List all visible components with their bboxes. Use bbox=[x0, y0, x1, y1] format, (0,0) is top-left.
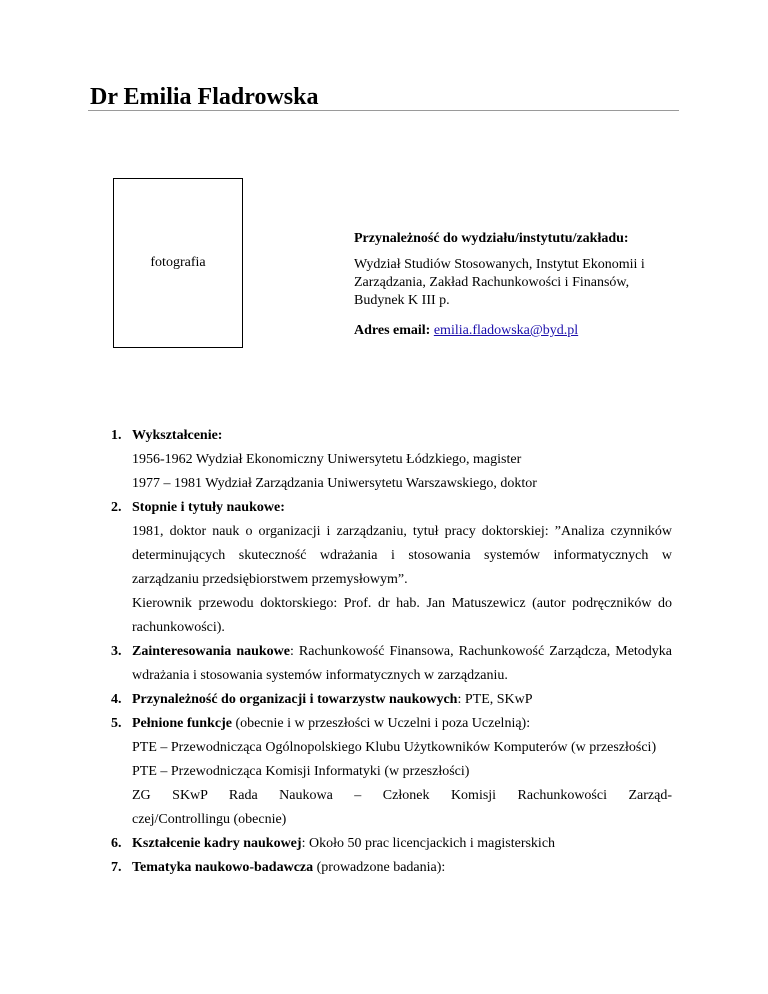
list-item-degrees bbox=[90, 496, 672, 640]
item-paragraph bbox=[132, 856, 672, 880]
photo-placeholder bbox=[113, 178, 243, 348]
item-heading: Przynależność do organizacji i towarzystw naukowych bbox=[132, 692, 458, 707]
item-paragraph bbox=[132, 712, 672, 736]
item-line: PTE – Przewodnicząca Komisji Informatyki (w przeszłości) bbox=[132, 764, 470, 779]
item-text: (obecnie i w przeszłości w Uczelni i poza Uczelnią): bbox=[231, 716, 531, 731]
page-title: Dr Emilia Fladrowska bbox=[90, 84, 319, 110]
item-heading: Kształcenie kadry naukowej bbox=[132, 836, 302, 851]
item-line: 1977 – 1981 Wydział Zarządzania Uniwersytetu Warszawskiego, doktor bbox=[132, 476, 537, 491]
item-text: : PTE, SKwP bbox=[457, 692, 533, 707]
item-heading: Stopnie i tytuły naukowe: bbox=[132, 500, 285, 515]
item-heading: Zainteresowania naukowe bbox=[132, 644, 291, 659]
item-number: 6. bbox=[111, 836, 122, 851]
affiliation-block bbox=[354, 230, 672, 340]
list-item-interests bbox=[90, 640, 672, 688]
item-number: 7. bbox=[111, 860, 122, 875]
item-number: 1. bbox=[111, 428, 122, 443]
item-line: Kierownik przewodu doktorskiego: Prof. dr hab. Jan Matuszewicz (autor podręczników do rachunkowości). bbox=[132, 596, 672, 635]
list-item-training bbox=[90, 832, 672, 856]
item-heading: Pełnione funkcje bbox=[132, 716, 232, 731]
item-line: czej/Controllingu (obecnie) bbox=[132, 812, 287, 827]
item-number: 3. bbox=[111, 644, 122, 659]
cv-list bbox=[90, 424, 672, 880]
email-row bbox=[354, 322, 672, 340]
list-item-functions bbox=[90, 712, 672, 832]
item-text: : Około 50 prac licencjackich i magisterskich bbox=[301, 836, 556, 851]
item-paragraph bbox=[132, 640, 672, 688]
list-item-memberships bbox=[90, 688, 672, 712]
affiliation-heading: Przynależność do wydziału/instytutu/zakładu: bbox=[354, 231, 629, 246]
title-underline bbox=[88, 110, 679, 111]
affiliation-text: Wydział Studiów Stosowanych, Instytut Ekonomii i Zarządzania, Zakład Rachunkowości i Finansów, Budynek K III p. bbox=[354, 257, 645, 308]
item-text: : Rachunkowość Finansowa, Rachunkowość Zarządcza, Metodyka wdrażania i stosowania systemów informatycznych w zarządzaniu. bbox=[132, 644, 673, 683]
photo-placeholder-label: fotografia bbox=[150, 255, 206, 270]
item-text: (prowadzone badania): bbox=[313, 860, 446, 875]
email-link[interactable]: emilia.fladowska@byd.pl bbox=[433, 323, 579, 338]
item-line: PTE – Przewodnicząca Ogólnopolskiego Klubu Użytkowników Komputerów (w przeszłości) bbox=[132, 740, 657, 755]
item-number: 5. bbox=[111, 716, 122, 731]
item-heading: Tematyka naukowo-badawcza bbox=[132, 860, 314, 875]
item-line: 1981, doktor nauk o organizacji i zarządzaniu, tytuł pracy doktorskiej: ”Analiza czynników determinujących skuteczność wdrażania i stosowania systemów informatycznych w zarządzaniu przedsiębiorstwem przemysłowym”. bbox=[132, 524, 672, 587]
list-item-education bbox=[90, 424, 672, 496]
email-label: Adres email: bbox=[354, 323, 431, 338]
item-line: ZG SKwP Rada Naukowa – Członek Komisji Rachunkowości Zarząd- bbox=[132, 788, 672, 803]
item-line: 1956-1962 Wydział Ekonomiczny Uniwersytetu Łódzkiego, magister bbox=[132, 452, 522, 467]
item-number: 4. bbox=[111, 692, 122, 707]
item-paragraph bbox=[132, 688, 672, 712]
item-paragraph bbox=[132, 832, 672, 856]
list-item-research bbox=[90, 856, 672, 880]
item-heading: Wykształcenie: bbox=[132, 428, 223, 443]
item-number: 2. bbox=[111, 500, 122, 515]
